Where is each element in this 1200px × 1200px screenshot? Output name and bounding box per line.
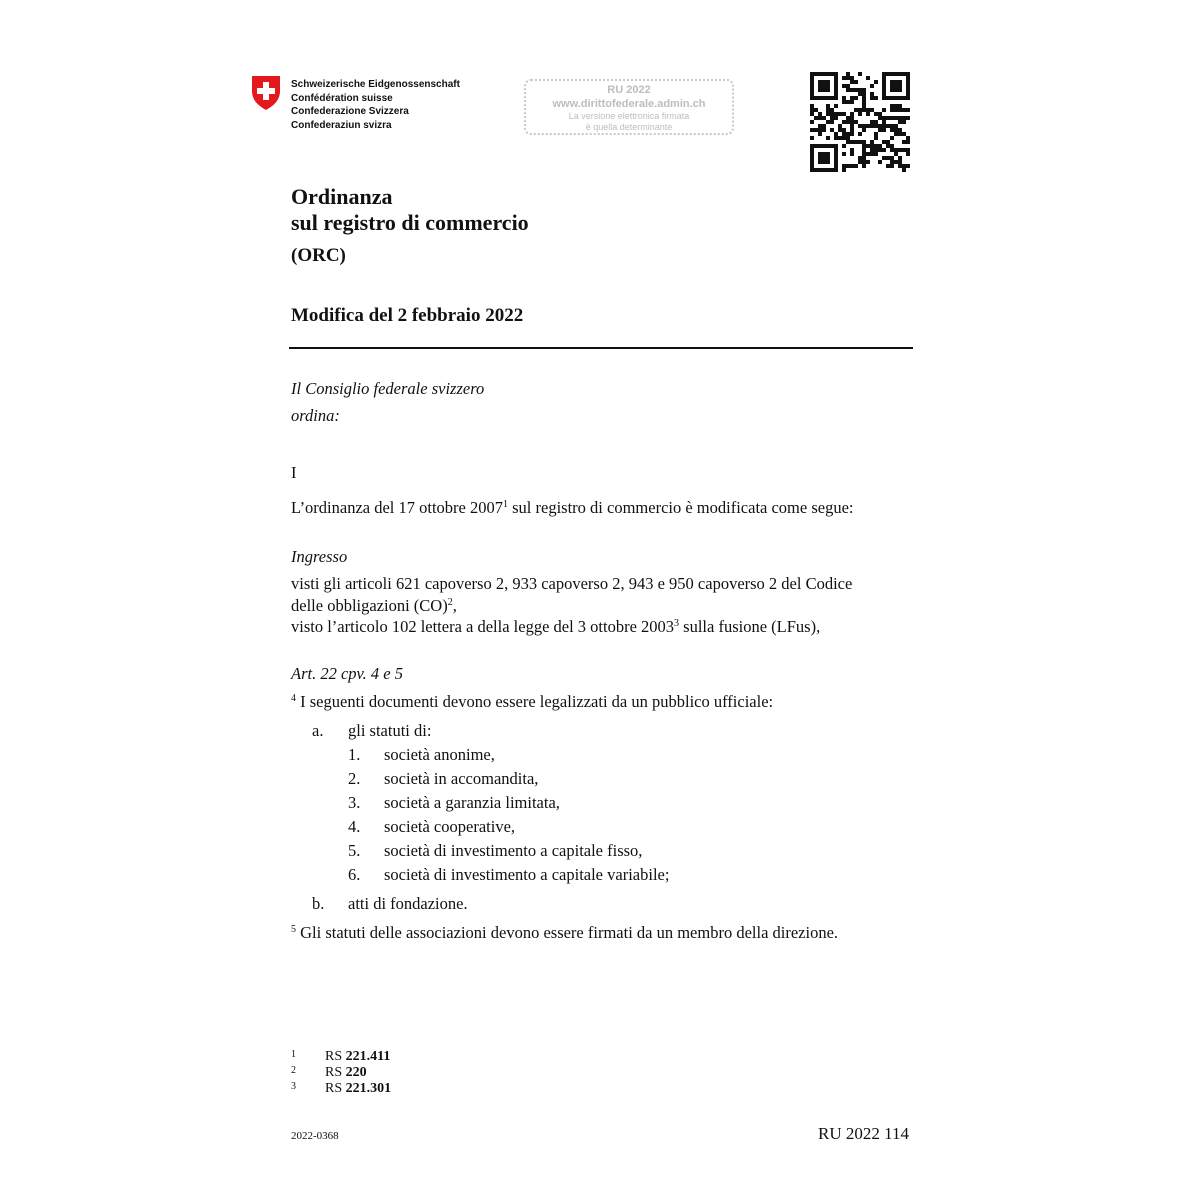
title-abbreviation: (ORC) bbox=[291, 245, 346, 266]
sub-item-text: società anonime, bbox=[384, 745, 495, 764]
paragraph-4-text: I seguenti documenti devono essere legalizzati da un pubblico ufficiale: bbox=[300, 692, 774, 711]
footnote-ref-3[interactable]: 3 bbox=[674, 618, 680, 629]
footnote-reference: 221.301 bbox=[345, 1081, 392, 1096]
preamble-ordina: ordina: bbox=[291, 406, 340, 425]
swiss-cross-logo bbox=[251, 75, 281, 111]
paragraph-5-text: Gli statuti delle associazioni devono essere firmati da un membro della direzione. bbox=[300, 923, 839, 942]
stamp-line-2: www.dirittofederale.admin.ch bbox=[552, 98, 706, 110]
footnote bbox=[291, 1047, 390, 1065]
title-line-1: Ordinanza bbox=[291, 184, 393, 209]
document-title bbox=[291, 184, 529, 236]
federation-name-fr: Confédération suisse bbox=[291, 92, 393, 104]
paragraph-4-number: 4 bbox=[291, 693, 296, 704]
ingresso-line-2-text: delle obbligazioni (CO) bbox=[291, 596, 448, 615]
sub-item-text: società cooperative, bbox=[384, 817, 516, 836]
official-stamp bbox=[524, 79, 734, 135]
qr-code[interactable] bbox=[810, 72, 910, 172]
ingresso-line-2-end: , bbox=[452, 596, 457, 615]
stamp-line-4: è quella determinante bbox=[585, 122, 673, 132]
section-number: I bbox=[291, 463, 297, 482]
sub-item-number: 4. bbox=[348, 817, 361, 836]
page-reference: RU 2022 114 bbox=[818, 1124, 909, 1143]
paragraph-4 bbox=[291, 691, 773, 713]
title-line-2: sul registro di commercio bbox=[291, 210, 529, 235]
footnote-number: 2 bbox=[291, 1065, 296, 1076]
footnote-prefix: RS bbox=[325, 1049, 346, 1064]
preamble-authority: Il Consiglio federale svizzero bbox=[291, 379, 485, 398]
footnote-number: 1 bbox=[291, 1049, 296, 1060]
sub-item-number: 1. bbox=[348, 745, 361, 764]
footnote-prefix: RS bbox=[325, 1065, 346, 1080]
item-b-text: atti di fondazione. bbox=[348, 894, 468, 913]
item-a-text: gli statuti di: bbox=[348, 721, 432, 740]
footnote bbox=[291, 1079, 391, 1097]
federation-name-de: Schweizerische Eidgenossenschaft bbox=[291, 79, 460, 90]
title-divider bbox=[289, 347, 913, 349]
ingresso-line-3-end: sulla fusione (LFus), bbox=[679, 617, 821, 636]
footnote-number: 3 bbox=[291, 1081, 296, 1092]
sub-item-number: 6. bbox=[348, 865, 361, 884]
paragraph-5 bbox=[291, 922, 838, 944]
footnote-ref-1[interactable]: 1 bbox=[503, 499, 509, 510]
footnote bbox=[291, 1063, 367, 1081]
sub-item-text: società di investimento a capitale fisso, bbox=[384, 841, 643, 860]
stamp-line-1: RU 2022 bbox=[607, 84, 651, 96]
sub-item-number: 2. bbox=[348, 769, 361, 788]
sub-item-text: società in accomandita, bbox=[384, 769, 539, 788]
stamp-line-3: La versione elettronica firmata bbox=[568, 111, 690, 121]
sub-item-text: società di investimento a capitale variabile; bbox=[384, 865, 670, 884]
document-number: 2022-0368 bbox=[291, 1130, 339, 1142]
intro-text-before: L’ordinanza del 17 ottobre 2007 bbox=[291, 498, 504, 517]
footnote-ref-2[interactable]: 2 bbox=[447, 597, 453, 608]
article-heading: Art. 22 cpv. 4 e 5 bbox=[291, 664, 403, 683]
footnote-reference: 220 bbox=[345, 1065, 367, 1080]
intro-sentence bbox=[291, 497, 853, 519]
item-b-letter: b. bbox=[312, 894, 325, 913]
intro-text-after: sul registro di commercio è modificata come segue: bbox=[508, 498, 854, 517]
sub-item-text: società a garanzia limitata, bbox=[384, 793, 560, 812]
ingresso-heading: Ingresso bbox=[291, 547, 348, 566]
ingresso-line-2 bbox=[291, 595, 457, 617]
footnote-reference: 221.411 bbox=[345, 1049, 391, 1064]
federation-names bbox=[291, 78, 460, 132]
sub-item-number: 5. bbox=[348, 841, 361, 860]
amendment-date: Modifica del 2 febbraio 2022 bbox=[291, 305, 524, 326]
ingresso-line-3 bbox=[291, 616, 820, 638]
federation-name-it: Confederazione Svizzera bbox=[291, 106, 409, 117]
item-a-letter: a. bbox=[312, 721, 324, 740]
sub-item-number: 3. bbox=[348, 793, 361, 812]
ingresso-line-3-text: visto l’articolo 102 lettera a della legge del 3 ottobre 2003 bbox=[291, 617, 675, 636]
federation-name-rm: Confederaziun svizra bbox=[291, 119, 392, 131]
footnote-prefix: RS bbox=[325, 1081, 346, 1096]
paragraph-5-number: 5 bbox=[291, 924, 296, 935]
ingresso-line-1: visti gli articoli 621 capoverso 2, 933 capoverso 2, 943 e 950 capoverso 2 del Codice bbox=[291, 574, 853, 593]
